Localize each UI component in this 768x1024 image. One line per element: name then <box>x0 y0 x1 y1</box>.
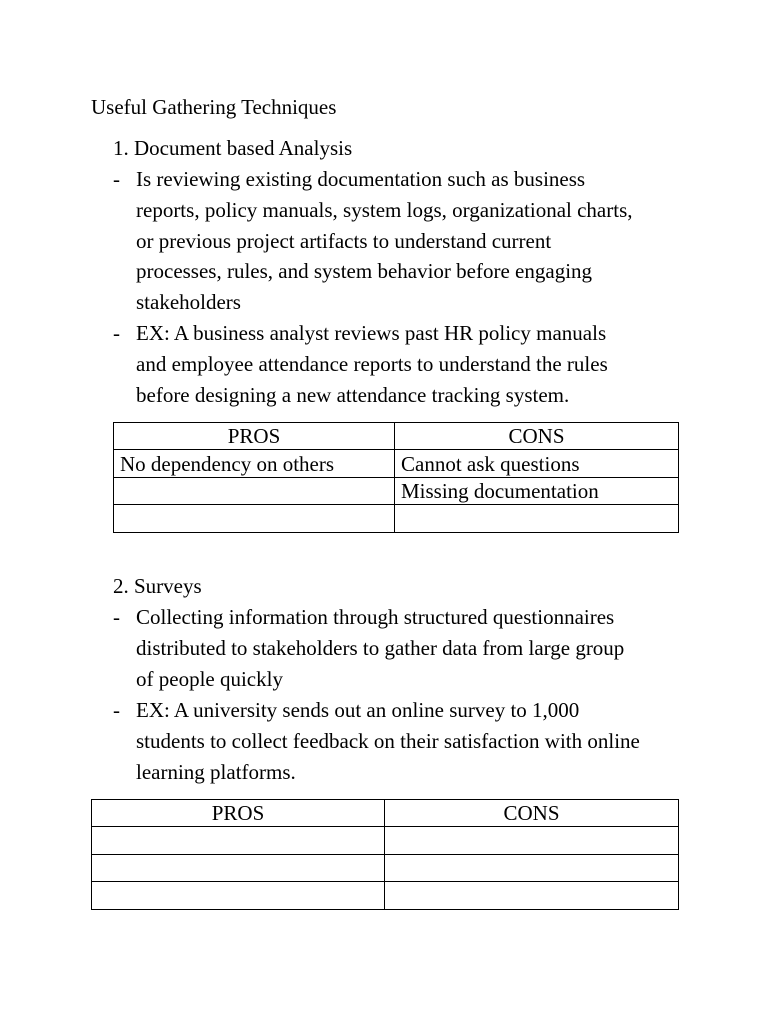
bullet-line: distributed to stakeholders to gather data from large group <box>136 635 625 660</box>
table-header-row <box>92 800 679 827</box>
bullet-line: Is reviewing existing documentation such as business <box>136 167 586 191</box>
pros-header: PROS <box>92 800 385 827</box>
cons-cell <box>385 827 679 854</box>
pros-cell <box>92 882 385 909</box>
bullet-line: reports, policy manuals, system logs, organizational charts, <box>136 197 633 222</box>
cons-cell <box>395 505 679 532</box>
table-header-row <box>114 423 679 450</box>
bullet-line: of people quickly <box>136 666 283 691</box>
pros-cell <box>114 477 395 504</box>
cons-cell <box>385 882 679 909</box>
document-title: Useful Gathering Techniques <box>91 95 337 119</box>
bullet-line: before designing a new attendance tracking system. <box>136 382 570 407</box>
pros-cell <box>92 854 385 881</box>
section-number: 2. <box>113 574 129 598</box>
bullet-line: students to collect feedback on their satisfaction with online <box>136 728 640 753</box>
table-row <box>114 477 679 504</box>
bullet-line: Collecting information through structured questionnaires <box>136 605 615 629</box>
table-row <box>114 450 679 477</box>
pros-header: PROS <box>114 423 395 450</box>
pros-cell <box>114 505 395 532</box>
bullet-line: or previous project artifacts to understand current <box>136 228 552 253</box>
bullet-dash: - <box>113 605 120 629</box>
table-row <box>92 882 679 909</box>
pros-cell: No dependency on others <box>114 450 395 477</box>
bullet-text <box>136 695 683 787</box>
bullet-definition <box>113 164 683 318</box>
bullet-line: processes, rules, and system behavior before engaging <box>136 259 593 284</box>
cons-cell <box>385 854 679 881</box>
bullet-example <box>113 695 683 787</box>
section-title: Surveys <box>134 574 202 598</box>
bullet-line: learning platforms. <box>136 759 296 784</box>
bullet-line: stakeholders <box>136 290 241 315</box>
pros-cons-table-surveys <box>91 799 679 910</box>
bullet-dash: - <box>113 167 120 191</box>
cons-header: CONS <box>395 423 679 450</box>
table-row <box>92 854 679 881</box>
cons-cell: Cannot ask questions <box>395 450 679 477</box>
bullet-text <box>136 602 683 694</box>
bullet-text <box>136 164 683 318</box>
pros-cell <box>92 827 385 854</box>
section-title: Document based Analysis <box>134 136 353 160</box>
bullet-line: EX: A university sends out an online survey to 1,000 <box>136 698 580 722</box>
cons-cell: Missing documentation <box>395 477 679 504</box>
section-heading-document-analysis <box>113 134 352 162</box>
pros-cons-table-document-analysis <box>113 422 679 533</box>
table-row <box>92 827 679 854</box>
section-heading-surveys <box>113 572 202 600</box>
bullet-dash: - <box>113 321 120 345</box>
bullet-definition <box>113 602 683 694</box>
cons-header: CONS <box>385 800 679 827</box>
bullet-line: EX: A business analyst reviews past HR policy manuals <box>136 321 607 345</box>
bullet-text <box>136 318 683 410</box>
section-number: 1. <box>113 136 129 160</box>
bullet-example <box>113 318 683 410</box>
bullet-line: and employee attendance reports to understand the rules <box>136 351 608 376</box>
bullet-dash: - <box>113 698 120 722</box>
table-row <box>114 505 679 532</box>
